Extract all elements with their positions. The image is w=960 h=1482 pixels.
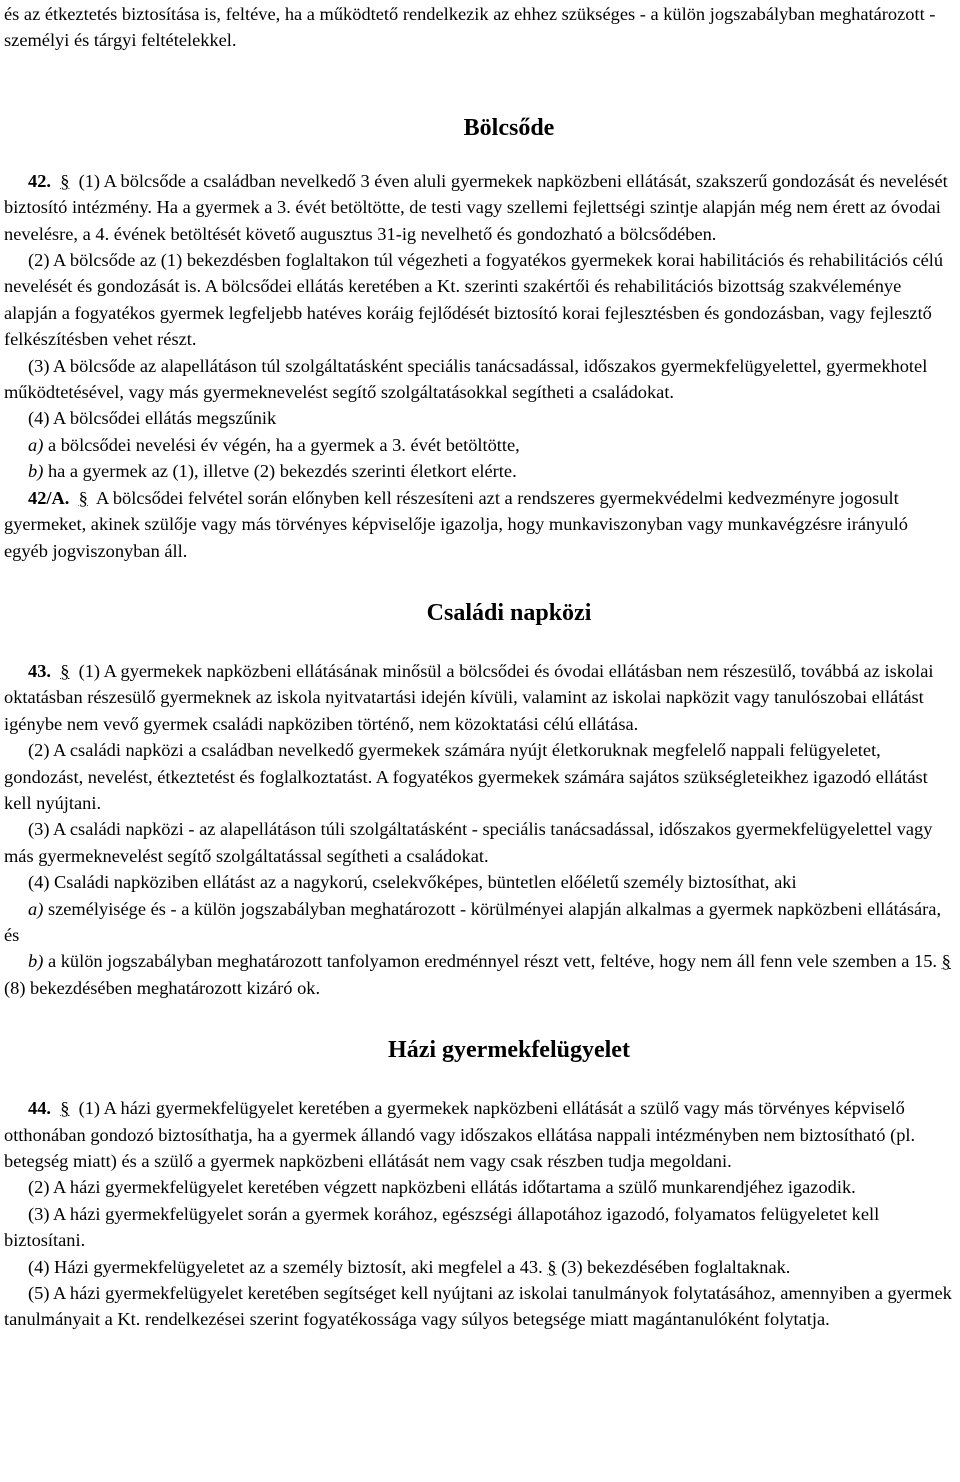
paragraph-text: (1) A bölcsőde a családban nevelkedő 3 éven aluli gyermekek napközbeni ellátását, szakszerű gondozását és nevelését biztosító intézmény. Ha a gyermek a 3. évét betöltötte, de testi vagy szellemi fejlettségi szintje alapján még nem érett az óvodai nevelésre, a 4. évének betöltését követő augusztus 31-ig nevelhető és gondozható a bölcsődében. — [4, 170, 948, 244]
paragraph-text: (1) A házi gyermekfelügyelet keretében a gyermekek napközbeni ellátását a szülő vagy más törvényes képviselő otthonában gondozó biztosíthatja, ha a gyermek állandó vagy időszakos ellátása nappali intézményben nem biztosítható (pl. betegség miatt) és a szülő a gyermek napközbeni ellátását nem vagy csak részben tudja megoldani. — [4, 1098, 916, 1171]
point-text: személyisége és - a külön jogszabályban meghatározott - körülményei alapján alkalmas a gyermek napközbeni ellátására, és — [4, 898, 942, 945]
section-sign-link[interactable]: § — [547, 1256, 557, 1277]
point-label: b) — [28, 461, 44, 482]
paragraph-43-1 — [4, 658, 956, 737]
paragraph-44-1 — [4, 1095, 956, 1174]
paragraph-43-4: (4) Családi napköziben ellátást az a nagykorú, cselekvőképes, büntetlen előéletű személy biztosíthat, aki — [28, 872, 797, 893]
point-text: a külön jogszabályban meghatározott tanfolyamon eredménnyel részt vett, feltéve, hogy nem áll fenn vele szemben a 15. — [47, 951, 938, 972]
section-number: 44. — [28, 1098, 51, 1119]
point-text: ha a gyermek az (1), illetve (2) bekezdés szerinti életkort elérte. — [47, 461, 517, 482]
section-sign-link[interactable]: § — [941, 951, 951, 972]
paragraph-42-4: (4) A bölcsődei ellátás megszűnik — [28, 408, 277, 429]
point-42-4-b — [4, 458, 956, 484]
paragraph-text: A bölcsődei felvétel során előnyben kell részesíteni azt a rendszeres gyermekvédelmi kedvezményre jogosult gyermeket, akinek szülője vagy más törvényes képviselője igazolja, hogy munkaviszonyban vagy munkavégzésre irányuló egyéb jogviszonyban áll. — [4, 487, 908, 561]
section-number: 42/A. — [28, 487, 70, 508]
paragraph-44-5: (5) A házi gyermekfelügyelet keretében segítséget kell nyújtani az iskolai tanulmányok folytatásához, amennyiben a gyermek tanulmányait a Kt. rendelkezései szerint fogyatékossága vagy súlyos betegsége miatt magántanulóként folytatja. — [4, 1283, 952, 1330]
paragraph-44-4 — [4, 1254, 956, 1280]
section-sign-link[interactable]: § — [78, 487, 88, 508]
paragraph-44-3: (3) A házi gyermekfelügyelet során a gyermek korához, egészségi állapotához igazodó, folyamatos felügyeletet kell biztosítani. — [4, 1203, 880, 1251]
point-label: a) — [28, 434, 44, 455]
point-43-4-b — [4, 948, 956, 1001]
section-sign-link[interactable]: § — [60, 660, 70, 681]
point-label: b) — [28, 951, 44, 972]
section-sign-link[interactable]: § — [60, 170, 70, 191]
paragraph-text: (4) Házi gyermekfelügyeletet az a személy biztosít, aki megfelel a 43. — [28, 1256, 543, 1277]
point-label: a) — [28, 898, 44, 919]
paragraph-43-2: (2) A családi napközi a családban nevelkedő gyermekek számára nyújt életkoruknak megfelelő nappali felügyeletet, gondozást, nevelést, étkeztetést és foglalkoztatást. A fogyatékos gyermekek számára sajátos szükségleteikhez igazodó ellátást kell nyújtani. — [4, 740, 928, 813]
paragraph-42-1 — [4, 168, 956, 247]
point-42-4-a — [4, 432, 956, 458]
paragraph-42-3: (3) A bölcsőde az alapellátáson túl szolgáltatásként speciális tanácsadással, időszakos gyermekfelügyelettel, gyermekhotel működtetésével, vagy más gyermeknevelést segítő szolgáltatásokkal segítheti a családokat. — [4, 355, 928, 403]
paragraph-text-continued: (3) bekezdésében foglaltaknak. — [561, 1256, 791, 1277]
paragraph-44-2: (2) A házi gyermekfelügyelet keretében végzett napközbeni ellátás időtartama a szülő munkarendjéhez igazodik. — [28, 1177, 856, 1198]
intro-paragraph: és az étkeztetés biztosítása is, feltéve, ha a működtető rendelkezik az ehhez szükséges - a külön jogszabályban meghatározott - személyi és tárgyi feltételekkel. — [4, 4, 936, 51]
section-title-hazi-gyermekfelugyelet: Házi gyermekfelügyelet — [388, 1037, 630, 1064]
section-title-csaladi-napkozi: Családi napközi — [426, 599, 592, 626]
section-number: 43. — [28, 660, 51, 681]
section-number: 42. — [28, 170, 51, 191]
paragraph-42-2: (2) A bölcsőde az (1) bekezdésben foglaltakon túl végezheti a fogyatékos gyermekek korai habilitációs és rehabilitációs célú nevelését és gondozását is. A bölcsődei ellátás keretében a Kt. szerinti szakértői és rehabilitációs bizottság szakvéleménye alapján a fogyatékos gyermek legfeljebb hatéves koráig fejlődését biztosító korai fejlesztésben és gondozásban, vagy fejlesztő felkészítésben vehet részt. — [4, 250, 944, 350]
point-text-continued: (8) bekezdésében meghatározott kizáró ok. — [4, 977, 321, 998]
point-text: a bölcsődei nevelési év végén, ha a gyermek a 3. évét betöltötte, — [47, 434, 520, 455]
section-sign-link[interactable]: § — [60, 1098, 70, 1119]
point-43-4-a — [4, 896, 956, 949]
paragraph-42a — [4, 485, 956, 564]
paragraph-43-3: (3) A családi napközi - az alapellátáson túli szolgáltatásként - speciális tanácsadással, időszakos gyermekfelügyelettel vagy más gyermeknevelést segítő szolgáltatással segítheti a családokat. — [4, 819, 933, 866]
paragraph-text: (1) A gyermekek napközbeni ellátásának minősül a bölcsődei és óvodai ellátásban nem részesülő, továbbá az iskolai oktatásban részesülő gyermeknek az iskola nyitvatartási idején kívüli, valamint az iskolai napközit vagy tanulószobai ellátást igénybe nem vevő gyermek családi napköziben történő, nem közoktatási célú ellátása. — [4, 660, 934, 734]
section-title-bolcsode: Bölcsőde — [463, 114, 555, 141]
